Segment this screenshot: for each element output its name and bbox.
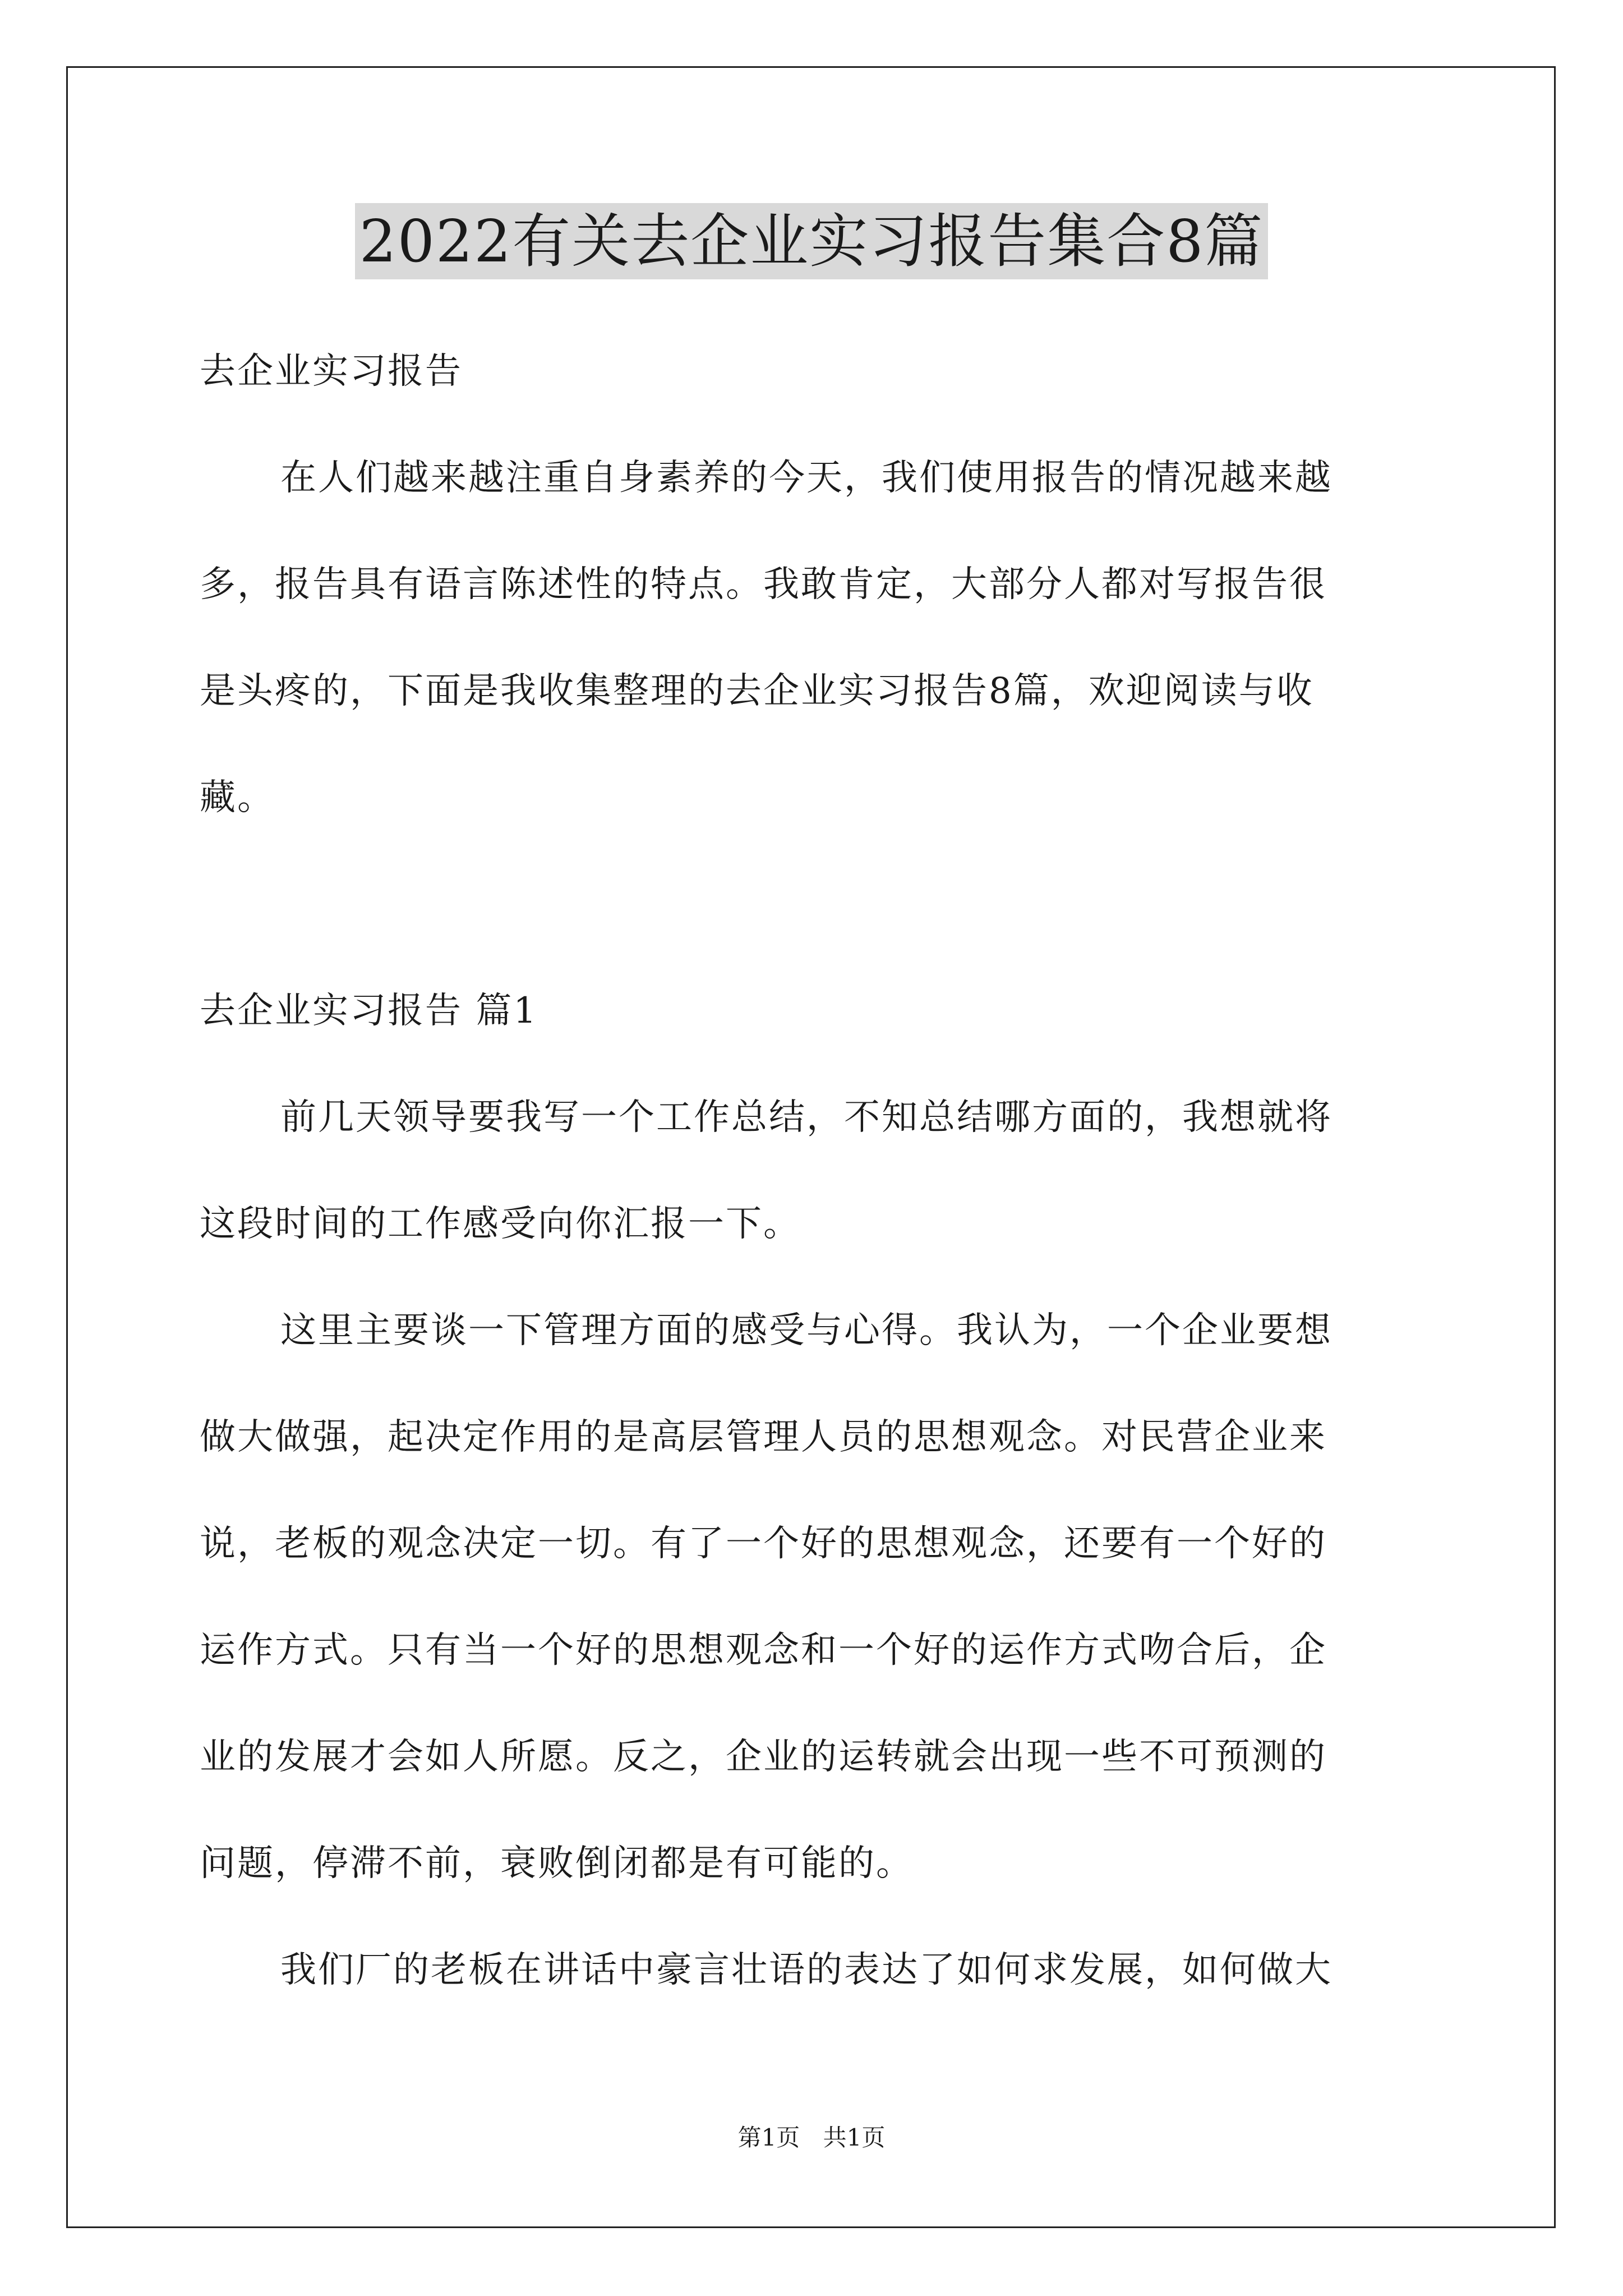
paragraph-line: 运作方式。只有当一个好的思想观念和一个好的运作方式吻合后，企 — [200, 1630, 1327, 1671]
paragraph-line: 做大做强，起决定作用的是高层管理人员的思想观念。对民营企业来 — [200, 1416, 1327, 1458]
paragraph-line: 在人们越来越注重自身素养的今天，我们使用报告的情况越来越 — [280, 457, 1332, 499]
paragraph-line: 问题，停滞不前，衰败倒闭都是有可能的。 — [200, 1843, 914, 1884]
section-heading-part1: 去企业实习报告 篇1 — [200, 990, 538, 1032]
paragraph-line: 多，报告具有语言陈述性的特点。我敢肯定，大部分人都对写报告很 — [200, 564, 1327, 605]
page-number-current: 第1页 — [737, 2124, 800, 2151]
page-number-total: 共1页 — [823, 2124, 886, 2151]
page-footer — [0, 2122, 1623, 2154]
paragraph-line: 业的发展才会如人所愿。反之，企业的运转就会出现一些不可预测的 — [200, 1736, 1327, 1778]
paragraph-line: 前几天领导要我写一个工作总结，不知总结哪方面的，我想就将 — [280, 1097, 1332, 1138]
title-container — [0, 203, 1623, 279]
paragraph-line: 我们厂的老板在讲话中豪言壮语的表达了如何求发展，如何做大 — [280, 1949, 1332, 1991]
paragraph-line: 说，老板的观念决定一切。有了一个好的思想观念，还要有一个好的 — [200, 1523, 1327, 1565]
paragraph-line: 这段时间的工作感受向你汇报一下。 — [200, 1203, 801, 1245]
paragraph-line: 是头疼的，下面是我收集整理的去企业实习报告8篇，欢迎阅读与收 — [200, 670, 1314, 712]
paragraph-line: 这里主要谈一下管理方面的感受与心得。我认为，一个企业要想 — [280, 1310, 1332, 1351]
section-heading-intro: 去企业实习报告 — [200, 351, 463, 392]
paragraph-line: 藏。 — [200, 777, 275, 818]
document-title: 2022有关去企业实习报告集合8篇 — [355, 203, 1269, 279]
